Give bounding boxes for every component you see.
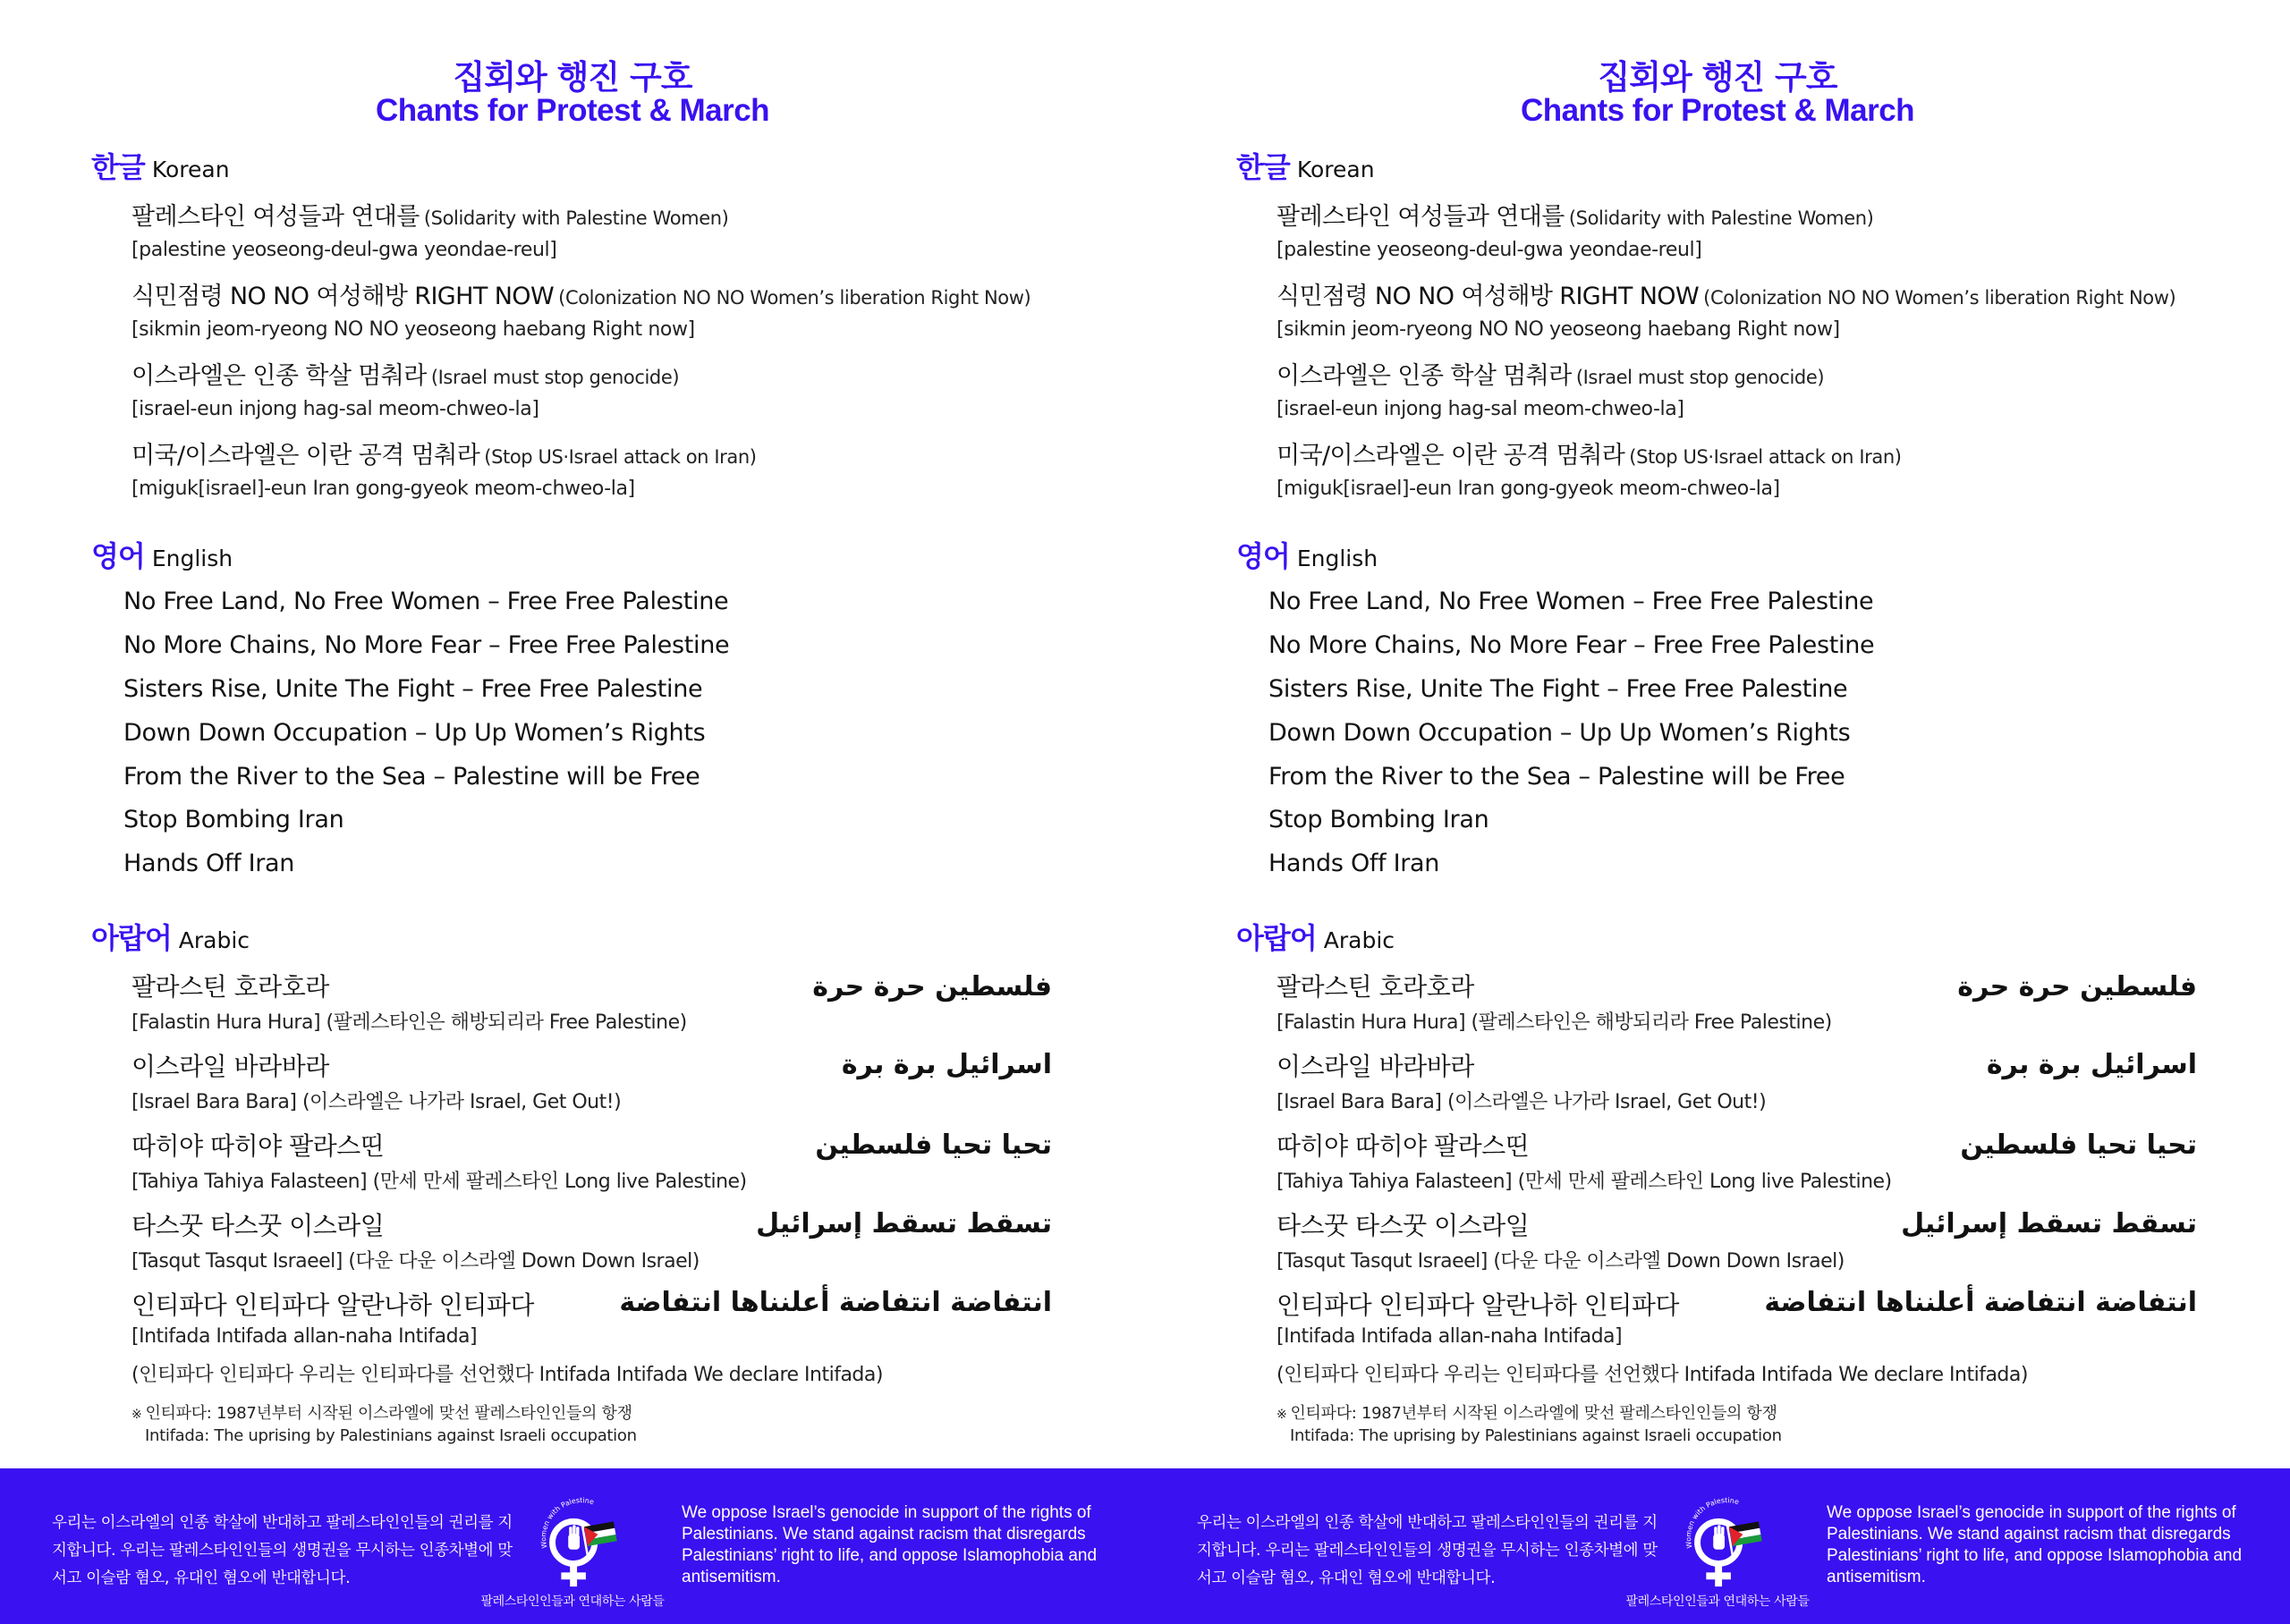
footer-banner — [1145, 1468, 2290, 1624]
korean-chant — [1276, 197, 1873, 261]
section-heading-korean — [1236, 145, 1375, 186]
english-chant: No More Chains, No More Fear – Free Free Palestine — [123, 631, 730, 659]
section-heading-english — [91, 534, 233, 575]
english-chant: Down Down Occupation – Up Up Women’s Rights — [123, 719, 706, 747]
section-label: English — [151, 546, 233, 571]
arabic-chant-arabic: انتفاضة انتفاضة أعلنناها انتفاضة — [619, 1287, 1052, 1318]
chant-translation: (Solidarity with Palestine Women) — [1568, 207, 1874, 229]
section-label: Korean — [151, 156, 230, 182]
arabic-chant-korean: 따히야 따히야 팔라스띤 — [1276, 1131, 1530, 1161]
korean-chant — [131, 197, 728, 261]
korean-chant — [131, 436, 757, 500]
arabic-chant-romanization: [Tahiya Tahiya Falasteen] (만세 만세 팔레스타인 Long live Palestine) — [131, 1171, 747, 1193]
section-label: Korean — [1296, 156, 1375, 182]
footnote-english: Intifada: The uprising by Palestinians against Israeli occupation — [1290, 1426, 1782, 1445]
arabic-chant-arabic: فلسطين حرة حرة — [1957, 971, 2197, 1002]
section-accent: 영어 — [1236, 539, 1290, 573]
section-accent: 아랍어 — [91, 921, 172, 955]
arabic-chant-korean: 인티파다 인티파다 알란나하 인티파다 — [1276, 1290, 1679, 1320]
footer-statement-english: We oppose Israel’s genocide in support of the rights of Palestinians. We stand against racism that disregards Palestinians’ right to life, and oppose Islamophobia and antisemitism. — [1827, 1503, 2243, 1586]
section-heading-english — [1236, 534, 1378, 575]
title-english: Chants for Protest & March — [375, 93, 770, 128]
arabic-chant-romanization: [Tasqut Tasqut Israeel] (다운 다운 이스라엘 Down Down Israel) — [1276, 1250, 1845, 1273]
arabic-chant-translation: (인티파다 인티파다 우리는 인티파다를 선언했다 Intifada Intifada We declare Intifada) — [131, 1364, 883, 1386]
section-label: Arabic — [178, 927, 250, 953]
arabic-chant-arabic: تحيا تحيا فلسطين — [815, 1129, 1052, 1161]
arabic-chant-korean: 팔라스틴 호라호라 — [131, 972, 329, 1002]
section-heading-arabic — [1236, 916, 1395, 957]
organization-name: 팔레스타인인들과 연대하는 사람들 — [480, 1594, 665, 1609]
arabic-chant-arabic: تسقط تسقط إسرائيل — [756, 1208, 1052, 1239]
english-chant: From the River to the Sea – Palestine will be Free — [123, 763, 700, 791]
chant-korean: 팔레스타인 여성들과 연대를 — [131, 203, 420, 231]
arabic-chant-korean: 타스꿋 타스꿋 이스라일 — [131, 1211, 385, 1240]
korean-chant — [1276, 436, 1902, 500]
arabic-chant-arabic: تحيا تحيا فلسطين — [1960, 1129, 2197, 1161]
chant-translation: (Colonization NO NO Women’s liberation Right Now) — [1703, 287, 2176, 309]
chant-translation: (Stop US·Israel attack on Iran) — [1629, 446, 1902, 468]
english-chant: Stop Bombing Iran — [1268, 806, 1489, 833]
note-text: 인티파다: 1987년부터 시작된 이스라엘에 맞선 팔레스타인인들의 항쟁 — [145, 1404, 632, 1423]
chant-romanization: [israel-eun injong hag-sal meom-chweo-la] — [131, 398, 539, 420]
arabic-chant-korean: 인티파다 인티파다 알란나하 인티파다 — [131, 1290, 534, 1320]
chant-korean: 미국/이스라엘은 이란 공격 멈춰라 — [131, 442, 480, 469]
arabic-chant-translation: (인티파다 인티파다 우리는 인티파다를 선언했다 Intifada Intifada We declare Intifada) — [1276, 1364, 2028, 1386]
section-accent: 한글 — [1236, 150, 1290, 184]
chant-romanization: [sikmin jeom-ryeong NO NO yeoseong haebang Right now] — [131, 318, 695, 341]
arabic-chant-romanization: [Tahiya Tahiya Falasteen] (만세 만세 팔레스타인 Long live Palestine) — [1276, 1171, 1892, 1193]
arabic-chant-arabic: انتفاضة انتفاضة أعلنناها انتفاضة — [1764, 1287, 2197, 1318]
footer-statement-english: We oppose Israel’s genocide in support of the rights of Palestinians. We stand against racism that disregards Palestinians’ right to life, and oppose Islamophobia and antisemitism. — [682, 1503, 1098, 1586]
footer-statement-korean: 우리는 이스라엘의 인종 학살에 반대하고 팔레스타인인들의 권리를 지지합니다. 우리는 팔레스타인인들의 생명권을 무시하는 인종차별에 맞서고 이슬람 혐오, 유대인 혐오에 반대합니다. — [52, 1514, 513, 1587]
korean-chant — [1276, 276, 2176, 341]
logo-arc-text: Women with Palestine — [539, 1496, 596, 1550]
logo-arc-text: Women with Palestine — [1684, 1496, 1741, 1550]
chant-korean: 이스라엘은 인종 학살 멈춰라 — [131, 362, 427, 390]
arabic-chant-arabic: فلسطين حرة حرة — [812, 971, 1052, 1002]
arabic-chant-romanization: [Israel Bara Bara] (이스라엘은 나가라 Israel, Get Out!) — [1276, 1091, 1767, 1113]
chant-translation: (Solidarity with Palestine Women) — [423, 207, 729, 229]
arabic-chant-romanization: [Falastin Hura Hura] (팔레스타인은 해방되리라 Free Palestine) — [1276, 1011, 1832, 1034]
chant-romanization: [miguk[israel]-eun Iran gong-gyeok meom-chweo-la] — [1276, 478, 1780, 500]
section-accent: 한글 — [91, 150, 145, 184]
korean-chant — [131, 356, 679, 420]
english-chant: Hands Off Iran — [1268, 850, 1440, 877]
chant-translation: (Colonization NO NO Women’s liberation Right Now) — [558, 287, 1031, 309]
arabic-chant-korean: 따히야 따히야 팔라스띤 — [131, 1131, 385, 1161]
footnote-korean — [1276, 1400, 1777, 1424]
english-chant: Sisters Rise, Unite The Fight – Free Free Palestine — [1268, 675, 1848, 703]
section-label: Arabic — [1323, 927, 1395, 953]
footnote-korean — [131, 1400, 632, 1424]
arabic-chant-romanization: [Falastin Hura Hura] (팔레스타인은 해방되리라 Free Palestine) — [131, 1011, 687, 1034]
footer-statement-korean: 우리는 이스라엘의 인종 학살에 반대하고 팔레스타인인들의 권리를 지지합니다. 우리는 팔레스타인인들의 생명권을 무시하는 인종차별에 맞서고 이슬람 혐오, 유대인 혐오에 반대합니다. — [1197, 1514, 1658, 1587]
chant-korean: 식민점령 NO NO 여성해방 RIGHT NOW — [1276, 283, 1700, 310]
title-korean: 집회와 행진 구호 — [453, 58, 692, 97]
arabic-chant-korean: 이스라일 바라바라 — [1276, 1052, 1474, 1081]
note-mark: ※ — [131, 1408, 142, 1422]
english-chant: From the River to the Sea – Palestine will be Free — [1268, 763, 1845, 791]
english-chant: Sisters Rise, Unite The Fight – Free Free Palestine — [123, 675, 703, 703]
note-text: 인티파다: 1987년부터 시작된 이스라엘에 맞선 팔레스타인인들의 항쟁 — [1290, 1404, 1777, 1423]
title-korean: 집회와 행진 구호 — [1598, 58, 1837, 97]
section-heading-arabic — [91, 916, 250, 957]
chant-translation: (Stop US·Israel attack on Iran) — [484, 446, 757, 468]
arabic-chant-korean: 타스꿋 타스꿋 이스라일 — [1276, 1211, 1530, 1240]
chant-translation: (Israel must stop genocide) — [1575, 367, 1825, 388]
footer-banner — [0, 1468, 1145, 1624]
english-chant: No Free Land, No Free Women – Free Free Palestine — [123, 588, 729, 615]
section-accent: 아랍어 — [1236, 921, 1317, 955]
solidarity-logo-icon — [1673, 1486, 1778, 1592]
section-label: English — [1296, 546, 1378, 571]
title-english: Chants for Protest & March — [1520, 93, 1915, 128]
english-chant: Stop Bombing Iran — [123, 806, 344, 833]
chant-romanization: [palestine yeoseong-deul-gwa yeondae-reul] — [1276, 239, 1702, 261]
organization-name: 팔레스타인인들과 연대하는 사람들 — [1625, 1594, 1810, 1609]
arabic-chant-arabic: تسقط تسقط إسرائيل — [1901, 1208, 2197, 1239]
arabic-chant-korean: 팔라스틴 호라호라 — [1276, 972, 1474, 1002]
korean-chant — [131, 276, 1030, 341]
arabic-chant-romanization: [Intifada Intifada allan-naha Intifada] — [131, 1325, 478, 1348]
chant-romanization: [palestine yeoseong-deul-gwa yeondae-reul] — [131, 239, 557, 261]
chant-romanization: [sikmin jeom-ryeong NO NO yeoseong haebang Right now] — [1276, 318, 1840, 341]
solidarity-logo-icon — [528, 1486, 633, 1592]
arabic-chant-arabic: اسرائيل برة برة — [841, 1049, 1052, 1080]
arabic-chant-arabic: اسرائيل برة برة — [1986, 1049, 2197, 1080]
english-chant: No Free Land, No Free Women – Free Free Palestine — [1268, 588, 1874, 615]
arabic-chant-romanization: [Tasqut Tasqut Israeel] (다운 다운 이스라엘 Down Down Israel) — [131, 1250, 700, 1273]
section-accent: 영어 — [91, 539, 145, 573]
chant-korean: 팔레스타인 여성들과 연대를 — [1276, 203, 1565, 231]
flyer-panel-right — [1145, 0, 2290, 1624]
chant-romanization: [israel-eun injong hag-sal meom-chweo-la] — [1276, 398, 1684, 420]
chant-korean: 이스라엘은 인종 학살 멈춰라 — [1276, 362, 1572, 390]
chant-korean: 식민점령 NO NO 여성해방 RIGHT NOW — [131, 283, 555, 310]
korean-chant — [1276, 356, 1824, 420]
arabic-chant-korean: 이스라일 바라바라 — [131, 1052, 329, 1081]
arabic-chant-romanization: [Israel Bara Bara] (이스라엘은 나가라 Israel, Get Out!) — [131, 1091, 622, 1113]
chant-romanization: [miguk[israel]-eun Iran gong-gyeok meom-chweo-la] — [131, 478, 635, 500]
section-heading-korean — [91, 145, 230, 186]
arabic-chant-romanization: [Intifada Intifada allan-naha Intifada] — [1276, 1325, 1623, 1348]
footnote-english: Intifada: The uprising by Palestinians against Israeli occupation — [145, 1426, 637, 1445]
chant-korean: 미국/이스라엘은 이란 공격 멈춰라 — [1276, 442, 1625, 469]
english-chant: Hands Off Iran — [123, 850, 295, 877]
note-mark: ※ — [1276, 1408, 1287, 1422]
english-chant: No More Chains, No More Fear – Free Free Palestine — [1268, 631, 1875, 659]
chant-translation: (Israel must stop genocide) — [430, 367, 680, 388]
english-chant: Down Down Occupation – Up Up Women’s Rights — [1268, 719, 1851, 747]
